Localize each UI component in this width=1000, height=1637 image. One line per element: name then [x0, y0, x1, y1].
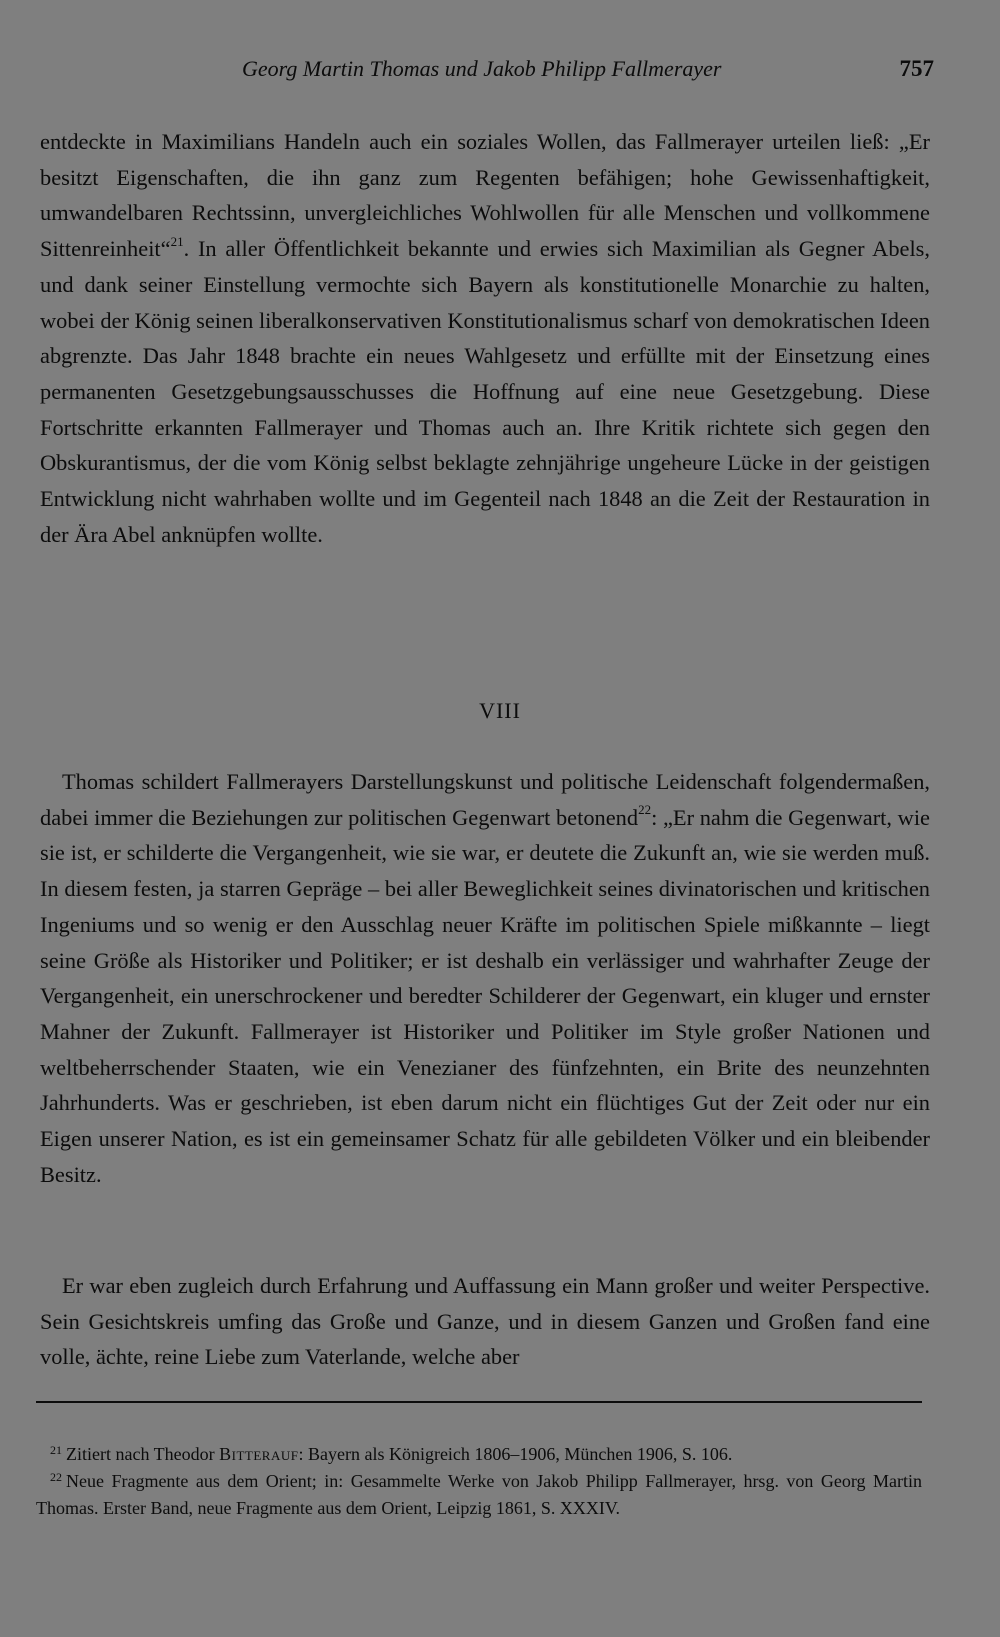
paragraph-1 — [40, 124, 930, 552]
footnotes — [36, 1442, 922, 1521]
page-number: 757 — [899, 56, 934, 81]
section-heading: VIII — [479, 698, 521, 723]
footnote-text: Neue Fragmente aus dem Orient; in: Gesammelte Werke von Jakob Philipp Fallmerayer, hrsg. von Georg Martin Thomas. Erster Band, neue Fragmente aus dem Orient, Leipzig 1861, S. XXXIV. — [36, 1471, 922, 1518]
footnote-ref-21[interactable]: 21 — [170, 233, 184, 249]
footnote-ref-22[interactable]: 22 — [638, 802, 652, 818]
footnote-divider — [36, 1401, 922, 1403]
paragraph-2-text-b: : „Er nahm die Gegenwart, wie sie ist, er schilderte die Vergangenheit, wie sie war, er deutete die Zukunft an, wie sie werden muß. In diesem festen, ja starren Gepräge – bei aller Beweglichkeit seines divinatorischen und kritischen Ingeniums und so wenig er den Ausschlag neuer Kräfte im politischen Spiele mißkannte – liegt seine Größe als Historiker und Politiker; er ist deshalb ein verlässiger und wahrhafter Zeuge der Vergangenheit, ein unerschrockener und beredter Schilderer der Gegenwart, ein kluger und ernster Mahner der Zukunft. Fallmerayer ist Historiker und Politiker im Style großer Nationen und weltbeherrschender Staaten, wie ein Venezianer des fünfzehnten, ein Brite des neunzehnten Jahrhunderts. Was er geschrieben, ist eben darum nicht ein flüchtiges Gut der Zeit oder nur ein Eigen unserer Nation, es ist ein gemeinsamer Schatz für alle gebildeten Völker und ein bleibender Besitz. — [40, 804, 930, 1187]
footnote-number: 21 — [50, 1443, 62, 1457]
footnote-text: : Bayern als Königreich 1806–1906, München 1906, S. 106. — [298, 1444, 733, 1464]
paragraph-1-text-a: entdeckte in Maximilians Handeln auch ein soziales Wollen, das Fallmerayer urteilen ließ: „Er besitzt Eigenschaften, die ihn ganz zum Regenten befähigen; hohe Gewissenhaftigkeit, umwandelbaren Rechtssinn, unvergleichliches Wohlwollen für alle Menschen und vollkommene Sittenreinheit“ — [40, 129, 930, 262]
paragraph-3-text: Er war eben zugleich durch Erfahrung und Auffassung ein Mann großer und weiter Perspective. Sein Gesichtskreis umfing das Große und Ganze, und in diesem Ganzen und Großen fand eine volle, ächte, reine Liebe zum Vaterlande, welche aber — [40, 1273, 930, 1370]
paragraph-2 — [40, 764, 930, 1192]
paragraph-1-text-b: . In aller Öffentlichkeit bekannte und erwies sich Maximilian als Gegner Abels, und dank seiner Einstellung vermochte sich Bayern als konstitutionelle Monarchie zu halten, wobei der König seinen liberalkonservativen Konstitutionalismus scharf von demokratischen Ideen abgrenzte. Das Jahr 1848 brachte ein neues Wahlgesetz und erfüllte mit der Einsetzung eines permanenten Gesetzgebungsausschusses die Hoffnung auf eine neue Gesetzgebung. Diese Fortschritte erkannten Fallmerayer und Thomas auch an. Ihre Kritik richtete sich gegen den Obskurantismus, der die vom König selbst beklagte zehnjährige ungeheure Lücke in der geistigen Entwicklung nicht wahrhaben wollte und im Gegenteil nach 1848 an die Zeit der Restauration in der Ära Abel anknüpfen wollte. — [40, 236, 930, 547]
footnote-22 — [36, 1469, 922, 1521]
footnote-21 — [36, 1442, 922, 1469]
paragraph-3 — [40, 1268, 930, 1375]
paragraph-2-text-a: Thomas schildert Fallmerayers Darstellungskunst und politische Leidenschaft folgendermaßen, dabei immer die Beziehungen zur politischen Gegenwart betonend — [40, 769, 930, 830]
footnote-text: Zitiert nach Theodor — [66, 1444, 220, 1464]
running-title: Georg Martin Thomas und Jakob Philipp Fallmerayer — [242, 56, 722, 81]
footnote-number: 22 — [50, 1470, 62, 1484]
footnote-author: Bitterauf — [219, 1444, 299, 1464]
running-head — [0, 56, 1000, 88]
